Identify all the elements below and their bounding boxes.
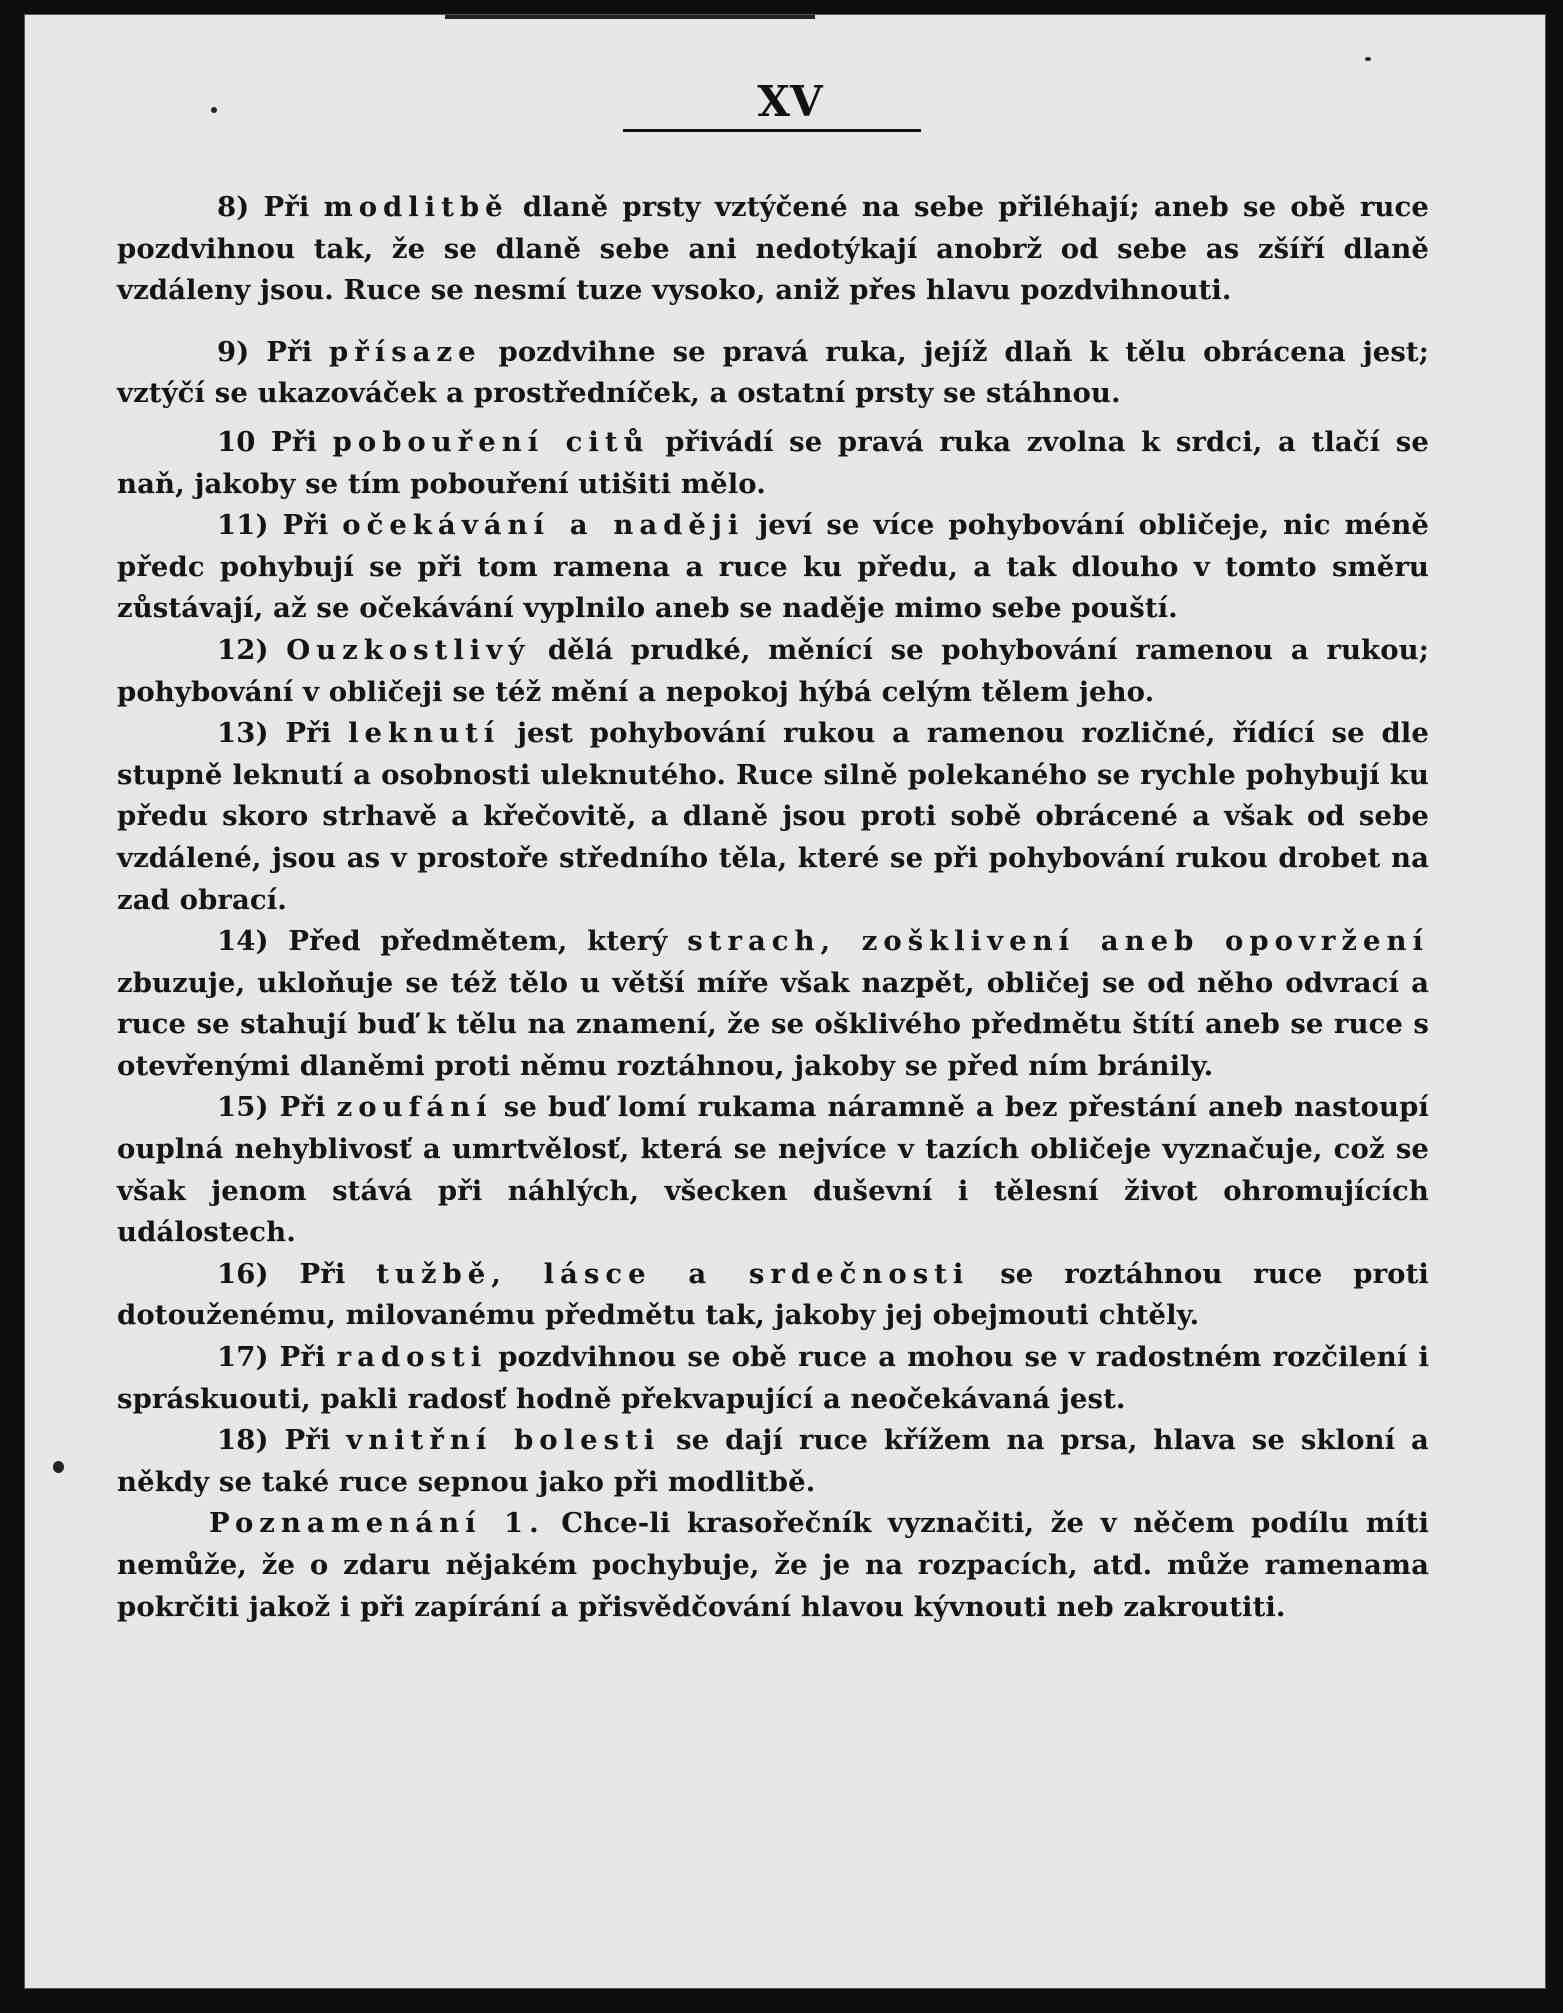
paragraph-number: 11) bbox=[217, 509, 269, 542]
paragraph-body: pozdvihne se pravá ruka, jejíž dlaň k tělu obrácena jest; vztýčí se ukazováček a prostředníček, a ostatní prsty se stáhnou. bbox=[117, 335, 1429, 410]
paragraph-17 bbox=[117, 1337, 1429, 1420]
note-body: Chce-li krasořečník vyznačiti, že v něčem podílu míti nemůže, že o zdaru nějakém pochybuje, že je na rozpacích, atd. může ramenama pokrčiti jakož i při zapírání a přisvědčování hlavou kývnouti neb zakroutiti. bbox=[117, 1507, 1429, 1623]
paragraph-13 bbox=[117, 713, 1429, 921]
spaced-term: zoufání bbox=[336, 1091, 493, 1124]
spaced-term: modlitbě bbox=[323, 191, 509, 223]
paragraph-lead: Při bbox=[271, 425, 318, 458]
paragraph-lead: Při bbox=[282, 509, 329, 542]
paragraph-number: 15) bbox=[217, 1091, 269, 1124]
spaced-term: přísaze bbox=[329, 335, 482, 368]
note-term: Poznamenání 1. bbox=[209, 1507, 545, 1540]
paragraph-18 bbox=[117, 1420, 1429, 1503]
paragraph-lead: Při bbox=[299, 1257, 346, 1290]
paragraph-body: se roztáhnou ruce proti dotouženému, milovanému předmětu tak, jakoby jej obejmouti chtěly. bbox=[117, 1257, 1429, 1332]
paragraph-8 bbox=[117, 187, 1429, 312]
paragraph-number: 9) bbox=[217, 335, 250, 368]
spaced-term: pobouření citů bbox=[332, 425, 650, 458]
paragraph-12 bbox=[117, 630, 1429, 713]
paragraph-16 bbox=[117, 1254, 1429, 1337]
spaced-term: leknutí bbox=[348, 717, 501, 750]
paragraph-number: 10 bbox=[217, 425, 256, 458]
note-paragraph bbox=[117, 1503, 1429, 1628]
paragraph-number: 16) bbox=[217, 1257, 269, 1290]
paragraph-body: jest pohybování rukou a ramenou rozličné, řídící se dle stupně leknutí a osobnosti uleknutého. Ruce silně polekaného se rychle pohybují ku předu skoro strhavě a křečovitě, a dlaně jsou proti sobě obrácené a však od sebe vzdálené, jsou as v prostoře středního těla, které se při pohybování rukou drobet na zad obrací. bbox=[117, 717, 1429, 916]
paragraph-lead: Při bbox=[284, 1424, 331, 1457]
book-page bbox=[24, 14, 1546, 1989]
paragraph-lead: Při bbox=[266, 335, 313, 368]
paragraph-number: 14) bbox=[217, 925, 269, 958]
paragraph-body: zbuzuje, ukloňuje se též tělo u větší míře však nazpět, obličej se od něho odvrací a ruce se stahují buď k tělu na znamení, že se ošklivého předmětu štítí aneb se ruce s otevřenými dlaněmi proti němu roztáhnou, jakoby se před ním bránily. bbox=[117, 966, 1429, 1082]
paragraph-lead: Při bbox=[279, 1341, 326, 1374]
paragraph-lead: Před předmětem, který bbox=[288, 925, 668, 958]
paragraph-14 bbox=[117, 921, 1429, 1087]
spaced-term: očekávání a naději bbox=[342, 509, 745, 542]
paragraph-number: 18) bbox=[217, 1424, 269, 1457]
paragraph-body: se buď lomí rukama náramně a bez přestání aneb nastoupí ouplná nehyblivosť a umrtvělosť, která se nejvíce v tazích obličeje vyznačuje, což se však jenom stává při náhlých, všecken duševní i tělesní život ohromujících událostech. bbox=[117, 1091, 1429, 1249]
page-number: XV bbox=[757, 77, 823, 126]
spaced-term: radosti bbox=[336, 1341, 488, 1374]
scan-speck bbox=[211, 107, 217, 113]
paragraph-body: dělá prudké, měnící se pohybování ramenou a rukou; pohybování v obličeji se též mění a nepokoj hýbá celým tělem jeho. bbox=[117, 633, 1429, 708]
paragraph-number: 17) bbox=[217, 1341, 269, 1374]
paragraph-body: pozdvihnou se obě ruce a mohou se v radostném rozčilení i spráskuouti, pakli radosť hodně překvapující a neočekávaná jest. bbox=[117, 1341, 1429, 1415]
spaced-term: Ouzkostlivý bbox=[286, 633, 531, 666]
spaced-term: vnitřní bolesti bbox=[346, 1424, 661, 1457]
paragraph-15 bbox=[117, 1087, 1429, 1253]
paragraph-number: 13) bbox=[217, 717, 269, 750]
scan-speck bbox=[53, 1461, 64, 1473]
spaced-term: strach, zošklivení aneb opovržení bbox=[687, 925, 1429, 958]
spaced-term: tužbě, lásce a srdečnosti bbox=[376, 1257, 970, 1290]
paragraph-body: přivádí se pravá ruka zvolna k srdci, a tlačí se naň, jakoby se tím pobouření utišiti mělo. bbox=[117, 425, 1429, 500]
paragraph-body: jeví se více pohybování obličeje, nic méně předc pohybují se při tom ramena a ruce ku předu, a tak dlouho v tomto směru zůstávají, až se očekávání vyplnilo aneb se naděje mimo sebe pouští. bbox=[117, 509, 1429, 625]
paragraph-body: se dají ruce křížem na prsa, hlava se skloní a někdy se také ruce sepnou jako při modlitbě. bbox=[117, 1424, 1429, 1498]
scan-speck bbox=[1365, 57, 1371, 61]
paragraph-number: 8) bbox=[217, 191, 250, 223]
header-rule bbox=[623, 129, 921, 132]
paragraph-lead: Při bbox=[285, 717, 332, 750]
body-text bbox=[117, 187, 1429, 1628]
scan-edge-strip bbox=[445, 15, 815, 19]
paragraph-10 bbox=[117, 422, 1429, 505]
paragraph-11 bbox=[117, 505, 1429, 630]
paragraph-lead: Při bbox=[279, 1091, 326, 1124]
paragraph-lead: Při bbox=[263, 191, 310, 223]
paragraph-9 bbox=[117, 332, 1429, 415]
paragraph-body: dlaně prsty vztýčené na sebe přiléhají; aneb se obě ruce pozdvihnou tak, že se dlaně sebe ani nedotýkají anobrž od sebe as zšíří dlaně vzdáleny jsou. Ruce se nesmí tuze vysoko, aniž přes hlavu pozdvihnouti. bbox=[117, 191, 1429, 307]
paragraph-number: 12) bbox=[217, 633, 269, 666]
